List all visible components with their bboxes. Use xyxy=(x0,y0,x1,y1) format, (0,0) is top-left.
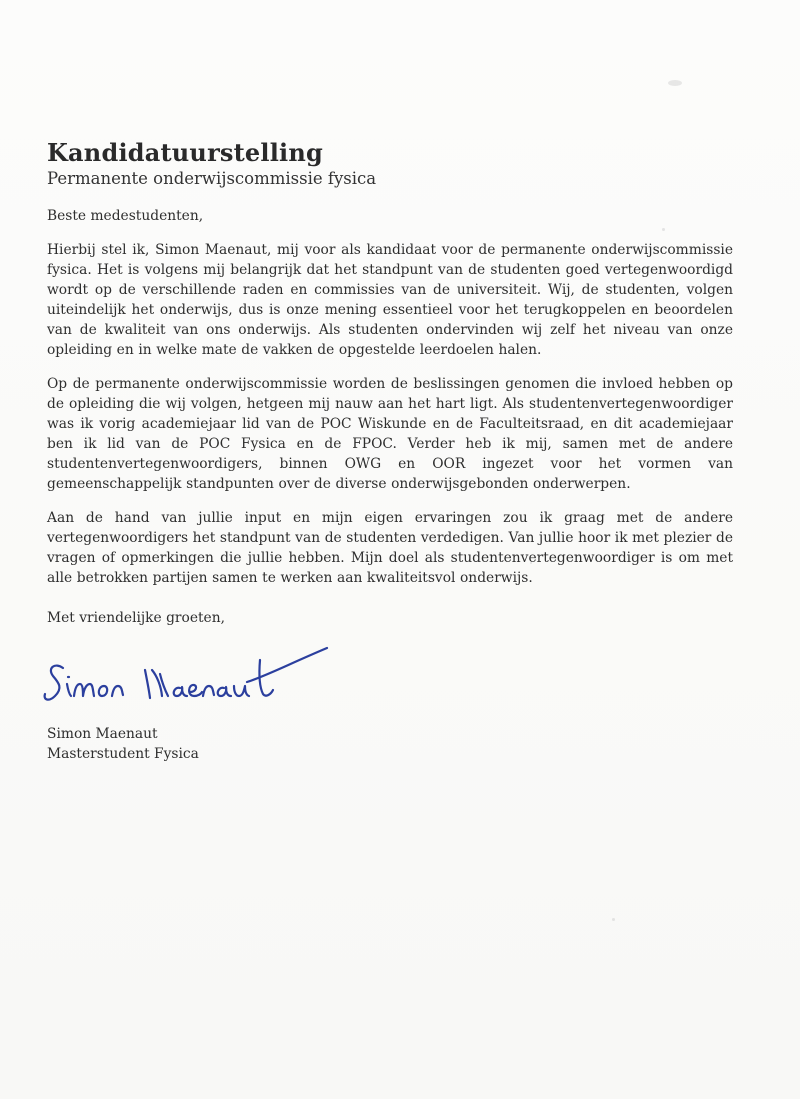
paragraph-2: Op de permanente onderwijscommissie worden de beslissingen genomen die invloed hebben op de opleiding die wij volgen, hetgeen mij nauw aan het hart ligt. Als studentenvertegenwoordiger was ik vorig academiejaar lid van de POC Wiskunde en de Faculteitsraad, en dit academiejaar ben ik lid van de POC Fysica en de FPOC. Verder heb ik mij, samen met de andere studentenvertegenwoordigers, binnen OWG en OOR ingezet voor het vormen van gemeenschappelijk standpunten over de diverse onderwijsgebonden onderwerpen. xyxy=(47,376,733,492)
paragraph-1: Hierbij stel ik, Simon Maenaut, mij voor als kandidaat voor de permanente onderwijscommissie fysica. Het is volgens mij belangrijk dat het standpunt van de studenten goed vertegenwoordigd wordt op de verschillende raden en commissies van de universiteit. Wij, de studenten, volgen uiteindelijk het onderwijs, dus is onze mening essentieel voor het terugkoppelen en beoordelen van de kwaliteit van ons onderwijs. Als studenten ondervinden wij zelf het niveau van onze opleiding en in welke mate de vakken de opgestelde leerdoelen halen. xyxy=(47,242,733,358)
signer-role: Masterstudent Fysica xyxy=(47,746,199,762)
page-subtitle: Permanente onderwijscommissie fysica xyxy=(47,169,377,188)
paragraph-3: Aan de hand van jullie input en mijn eigen ervaringen zou ik graag met de andere vertegenwoordigers het standpunt van de studenten verdedigen. Van jullie hoor ik met plezier de vragen of opmerkingen die jullie hebben. Mijn doel als studentenvertegenwoordiger is om met alle betrokken partijen samen te werken aan kwaliteitsvol onderwijs. xyxy=(47,510,733,586)
signer-name: Simon Maenaut xyxy=(47,726,158,742)
letter-body xyxy=(47,138,733,764)
handwritten-signature xyxy=(41,646,331,710)
closing: Met vriendelijke groeten, xyxy=(47,610,225,626)
salutation: Beste medestudenten, xyxy=(47,208,204,224)
page-title: Kandidatuurstelling xyxy=(47,138,323,167)
